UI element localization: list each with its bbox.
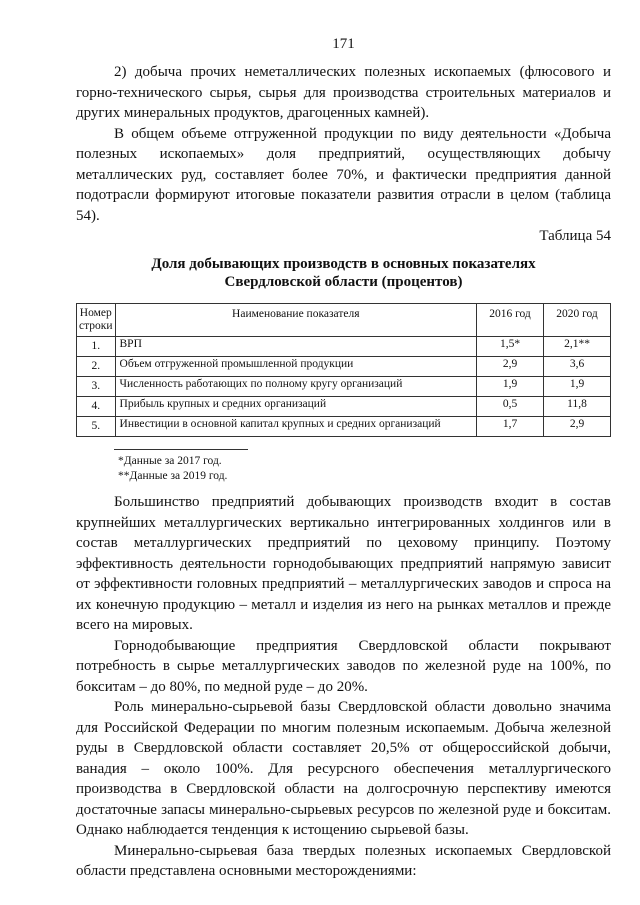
row-number: 5. (77, 417, 116, 437)
footnote-divider (114, 449, 248, 450)
row-number: 3. (77, 377, 116, 397)
footnote: *Данные за 2017 год. (118, 455, 222, 467)
row-number: 2. (77, 357, 116, 377)
value-2016: 0,5 (477, 397, 544, 417)
value-2016: 2,9 (477, 357, 544, 377)
table-row (77, 397, 611, 417)
footnote: **Данные за 2019 год. (118, 470, 228, 482)
paragraph: В общем объеме отгруженной продукции по виду деятельности «Добыча полезных ископаемых» доля предприятий, осуществляющих добычу металлических руд, составляет более 70%, и фактически предприятия данной подотрасли формируют итоговые показатели развития отрасли в целом (таблица 54). (76, 125, 611, 224)
table-title-line: Свердловской области (процентов) (224, 274, 463, 290)
header-2016: 2016 год (477, 304, 544, 337)
table-row (77, 377, 611, 397)
paragraph: Горнодобывающие предприятия Свердловской области покрывают потребность в сырье металлургических заводов по железной руде на 100%, по бокситам – до 80%, по медной руде – до 20%. (76, 637, 611, 695)
table-header-row (77, 304, 611, 337)
intro-text (76, 62, 611, 226)
value-2016: 1,7 (477, 417, 544, 437)
indicator-name: Численность работающих по полному кругу организаций (115, 377, 476, 397)
value-2016: 1,5* (477, 337, 544, 357)
value-2020: 11,8 (544, 397, 611, 417)
value-2020: 1,9 (544, 377, 611, 397)
indicator-name: ВРП (115, 337, 476, 357)
value-2016: 1,9 (477, 377, 544, 397)
page-number: 171 (332, 36, 355, 52)
header-row-number: Номер строки (77, 304, 116, 337)
row-number: 4. (77, 397, 116, 417)
value-2020: 2,9 (544, 417, 611, 437)
value-2020: 2,1** (544, 337, 611, 357)
table-row (77, 417, 611, 437)
paragraph: Минерально-сырьевая база твердых полезных ископаемых Свердловской области представлена основными месторождениями: (76, 842, 611, 879)
paragraph: Большинство предприятий добывающих производств входит в состав крупнейших металлургических вертикально интегрированных холдингов или в состав металлургических предприятий по цеховому принципу. Поэтому эффективность деятельности горнодобывающих предприятий напрямую зависит от эффективности головных предприятий – металлургических заводов и спроса на их конечную продукцию – металл и изделия из него на рынках металлов и прежде всего на мировых. (76, 494, 611, 633)
table-row (77, 357, 611, 377)
value-2020: 3,6 (544, 357, 611, 377)
table-label: Таблица 54 (539, 228, 611, 244)
indicator-name: Инвестиции в основной капитал крупных и средних организаций (115, 417, 476, 437)
table-title (76, 255, 611, 291)
indicator-name: Объем отгруженной промышленной продукции (115, 357, 476, 377)
paragraph: 2) добыча прочих неметаллических полезных ископаемых (флюсового и горно-технического сырья, сырья для производства строительных материалов и других минеральных продуктов, драгоценных камней). (76, 64, 611, 121)
header-2020: 2020 год (544, 304, 611, 337)
table-row (77, 337, 611, 357)
header-indicator: Наименование показателя (115, 304, 476, 337)
row-number: 1. (77, 337, 116, 357)
indicator-name: Прибыль крупных и средних организаций (115, 397, 476, 417)
table-title-line: Доля добывающих производств в основных показателях (151, 256, 536, 272)
indicators-table (76, 303, 611, 437)
body-text (76, 492, 611, 882)
paragraph: Роль минерально-сырьевой базы Свердловской области довольно значима для Российской Федерации по многим полезным ископаемым. Добыча железной руды в Свердловской области составляет 20,5% от общероссийской добычи, ванадия – около 100%. Для ресурсного обеспечения металлургического производства в Свердловской области на долгосрочную перспективу имеются достаточные запасы минерально-сырьевых ресурсов по железной руде и бокситам. Однако наблюдается тенденция к истощению сырьевой базы. (76, 699, 611, 838)
